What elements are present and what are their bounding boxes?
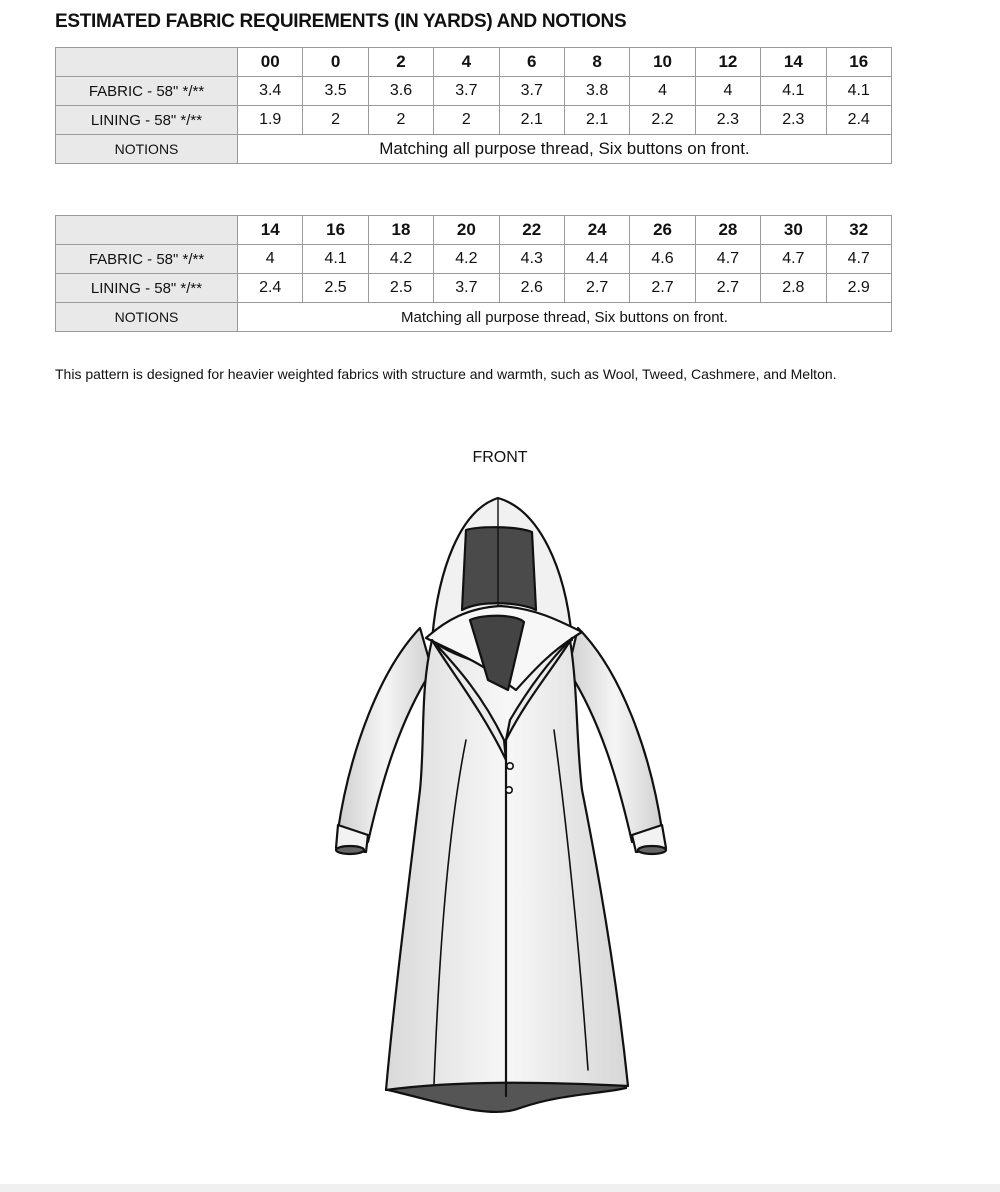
table-cell: 4.7 [695, 245, 760, 274]
table-cell: 3.7 [434, 77, 499, 106]
size-header: 22 [499, 216, 564, 245]
row-label: FABRIC - 58" */** [56, 77, 238, 106]
left-cuff-opening [336, 846, 364, 854]
size-header: 20 [434, 216, 499, 245]
table-cell: 2.5 [368, 274, 433, 303]
lining-row [56, 274, 892, 303]
table-cell: 4.1 [826, 77, 891, 106]
table-cell: 2.5 [303, 274, 368, 303]
notions-value: Matching all purpose thread, Six buttons on front. [238, 135, 892, 164]
table-cell: 4.7 [826, 245, 891, 274]
hood-inner [462, 527, 536, 610]
table-cell: 2.9 [826, 274, 891, 303]
table-cell: 4 [695, 77, 760, 106]
row-label: LINING - 58" */** [56, 106, 238, 135]
table-cell: 2.7 [695, 274, 760, 303]
table-cell: 4.7 [761, 245, 826, 274]
size-header: 2 [368, 48, 433, 77]
table-cell: 3.7 [434, 274, 499, 303]
fabric-table-small-sizes [55, 47, 892, 164]
table-cell: 3.8 [564, 77, 629, 106]
table-cell: 2.6 [499, 274, 564, 303]
footer-band [0, 1184, 1000, 1192]
row-label: NOTIONS [56, 135, 238, 164]
table-cell: 3.4 [238, 77, 303, 106]
right-cuff-opening [638, 846, 666, 854]
table-cell: 2 [434, 106, 499, 135]
table-cell: 2.2 [630, 106, 695, 135]
table-cell: 3.7 [499, 77, 564, 106]
size-header: 28 [695, 216, 760, 245]
table-cell: 4.1 [303, 245, 368, 274]
table-cell: 3.6 [368, 77, 433, 106]
corner-cell [56, 48, 238, 77]
table-cell: 4.2 [434, 245, 499, 274]
size-header: 4 [434, 48, 499, 77]
notions-value: Matching all purpose thread, Six buttons on front. [238, 303, 892, 332]
fabric-row [56, 77, 892, 106]
fabric-row [56, 245, 892, 274]
size-header: 16 [303, 216, 368, 245]
table-cell: 4.4 [564, 245, 629, 274]
table-cell: 4.6 [630, 245, 695, 274]
size-header: 12 [695, 48, 760, 77]
size-header: 26 [630, 216, 695, 245]
notions-row [56, 303, 892, 332]
notions-row [56, 135, 892, 164]
size-header-row [56, 216, 892, 245]
table-cell: 3.5 [303, 77, 368, 106]
corner-cell [56, 216, 238, 245]
page-title: ESTIMATED FABRIC REQUIREMENTS (IN YARDS) AND NOTIONS [55, 11, 627, 32]
table-cell: 2 [368, 106, 433, 135]
size-header: 14 [761, 48, 826, 77]
table-cell: 1.9 [238, 106, 303, 135]
button [507, 763, 513, 769]
table-cell: 2.7 [564, 274, 629, 303]
table-cell: 2.4 [238, 274, 303, 303]
table-cell: 4.2 [368, 245, 433, 274]
table-cell: 2.3 [695, 106, 760, 135]
coat-front-illustration [320, 490, 680, 1115]
table-cell: 4.1 [761, 77, 826, 106]
size-header: 10 [630, 48, 695, 77]
table-cell: 4.3 [499, 245, 564, 274]
table-cell: 2 [303, 106, 368, 135]
table-cell: 2.8 [761, 274, 826, 303]
table-cell: 2.7 [630, 274, 695, 303]
size-header: 6 [499, 48, 564, 77]
view-label: FRONT [472, 449, 528, 466]
fabric-note: This pattern is designed for heavier weighted fabrics with structure and warmth, such as Wool, Tweed, Cashmere, and Melton. [55, 366, 837, 382]
size-header-row [56, 48, 892, 77]
table-cell: 2.1 [499, 106, 564, 135]
row-label: LINING - 58" */** [56, 274, 238, 303]
size-header: 8 [564, 48, 629, 77]
size-header: 18 [368, 216, 433, 245]
button [506, 787, 512, 793]
table-cell: 4 [238, 245, 303, 274]
row-label: FABRIC - 58" */** [56, 245, 238, 274]
size-header: 14 [238, 216, 303, 245]
size-header: 16 [826, 48, 891, 77]
size-header: 24 [564, 216, 629, 245]
table-cell: 2.3 [761, 106, 826, 135]
table-cell: 2.1 [564, 106, 629, 135]
size-header: 00 [238, 48, 303, 77]
size-header: 30 [761, 216, 826, 245]
fabric-table-large-sizes [55, 215, 892, 332]
row-label: NOTIONS [56, 303, 238, 332]
lining-row [56, 106, 892, 135]
table-cell: 4 [630, 77, 695, 106]
size-header: 32 [826, 216, 891, 245]
table-cell: 2.4 [826, 106, 891, 135]
size-header: 0 [303, 48, 368, 77]
